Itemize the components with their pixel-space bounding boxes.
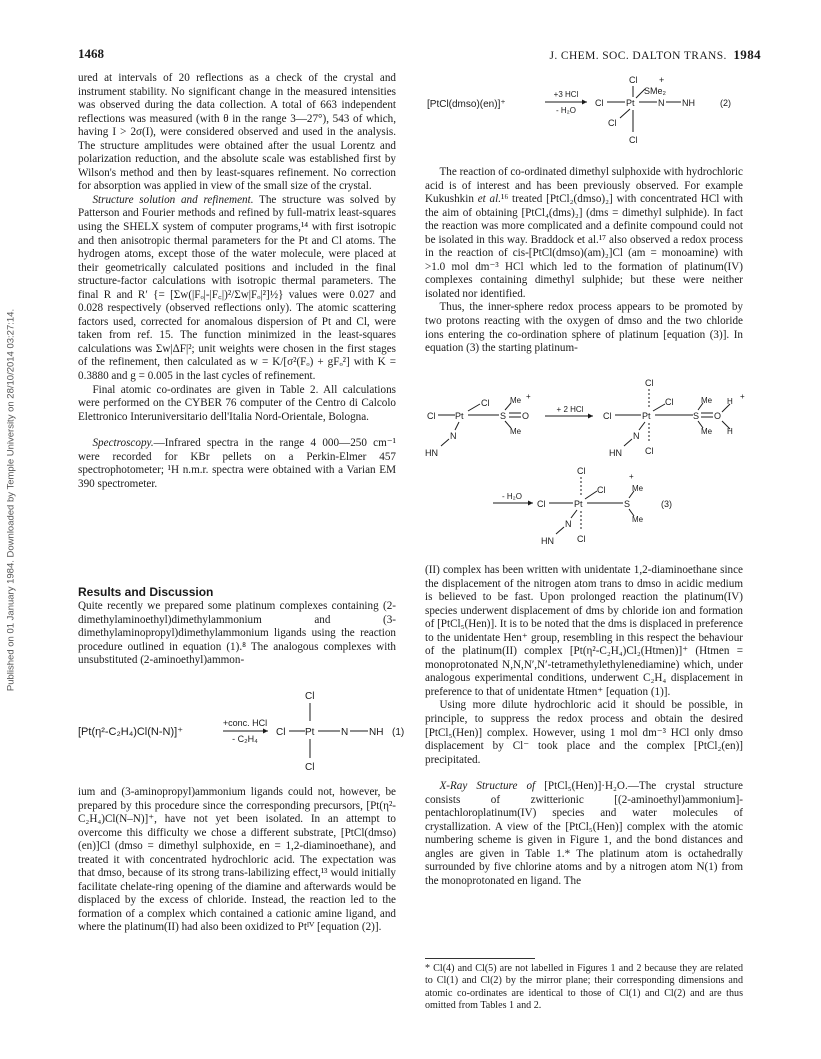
eq1-cl-top: Cl xyxy=(305,691,315,702)
eq3-prod-cl-left: Cl xyxy=(537,499,546,509)
eq3-reactant-me2: Me xyxy=(510,427,522,436)
left-column-top xyxy=(78,72,396,491)
eq3-int-me2: Me xyxy=(701,427,713,436)
eq3-reactant-o: O xyxy=(522,411,530,421)
eq2-pt: Pt xyxy=(626,98,635,108)
eq3-int-hn: HN xyxy=(609,448,622,458)
eq3-int-o: O xyxy=(714,411,722,421)
eq2-byproduct: - H₂O xyxy=(556,106,576,115)
eq3-int-h1: H xyxy=(727,397,733,406)
eq2-charge: + xyxy=(659,75,665,85)
eq3-prod-charge: + xyxy=(629,472,634,481)
eq1-nh: NH xyxy=(369,727,384,738)
paragraph-calculations: Final atomic co-ordinates are given in Table 2. All calculations were performed on the CYBER 76 computer of the Centro di Calcolo Elettronico Interuniversitario dell'Italia Nord-Orientale, Bologna. xyxy=(78,383,396,423)
eq1-byproduct: - C₂H₄ xyxy=(232,734,258,744)
eq3-int-cl-top: Cl xyxy=(645,378,654,388)
eq3-prod-cl2: Cl xyxy=(597,485,606,495)
eq1-n: N xyxy=(341,727,349,738)
subsection-title: Spectroscopy. xyxy=(92,437,154,450)
eq3-reagent2: - H₂O xyxy=(502,492,522,501)
eq1-reactant: [Pt(η²-C₂H₄)Cl(N-N)]⁺ xyxy=(78,726,183,738)
eq1-number: (1) xyxy=(392,727,405,738)
eq3-int-s: S xyxy=(693,411,700,421)
eq3-int-n: N xyxy=(633,431,640,441)
eq3-prod-me2: Me xyxy=(632,515,644,524)
eq3-reagent1: + 2 HCl xyxy=(556,405,584,414)
equation-1 xyxy=(78,688,408,778)
eq3-reactant-cl: Cl xyxy=(427,411,436,421)
eq3-prod-n: N xyxy=(565,519,572,529)
journal-name: J. CHEM. SOC. DALTON TRANS. xyxy=(549,50,727,62)
eq2-number: (2) xyxy=(720,98,731,108)
paragraph-spectroscopy: Spectroscopy.—Infrared spectra in the range 4 000—250 cm⁻¹ were recorded for KBr pellets on a Perkin-Elmer 457 spectrophotometer; ¹H n.m.r. spectra were obtained with a Varian EM 390 spectrometer. xyxy=(78,437,396,490)
section-heading-results: Results and Discussion xyxy=(78,585,214,599)
eq3-reactant-s: S xyxy=(500,411,507,421)
eq1-cl-left: Cl xyxy=(276,727,286,738)
subsection-title: Structure solution and refinement. xyxy=(92,193,254,206)
eq3-int-charge: + xyxy=(740,392,745,401)
eq3-prod-me1: Me xyxy=(632,484,644,493)
eq2-sme2: SMe₂ xyxy=(644,86,666,96)
eq1-arrowhead xyxy=(263,729,268,734)
eq3-reactant-pt: Pt xyxy=(455,411,464,421)
eq2-cl-left: Cl xyxy=(595,98,604,108)
paragraph-structure-solution: Structure solution and refinement. The structure was solved by Patterson and Fourier methods and refined by full-matrix least-squares using the SHELX system of computer programs,¹⁴ with first isotropic and then anisotropic thermal parameters for the Pt and Cl atoms. The hydrogen atoms, except those of the water molecule, were placed at their geometrically calculated positions and included in the final structure-factor calculations with isotropic thermal parameters. The final R and R′ {= [Σw(|Fₒ|-|F꜀|)²/Σw|Fₒ|²]½} values were 0.027 and 0.028 respectively (observed reflections only). The atomic scattering factors used, corrected for anomalous dispersion of Pt and Cl, were taken from ref. 15. The function minimized in the least-squares calculations was Σw|ΔF|²; unit weights were chosen in the first stages of the refinement, then calculated as w = K/[σ²(Fₒ) + gFₒ²] with K = 0.3880 and g = 0.005 in the last cycles of refinement. xyxy=(78,193,396,383)
subsection-title: X-Ray Structure of xyxy=(439,780,536,793)
eq3-reactant-n: N xyxy=(450,431,457,441)
eq2-cl-lower-left: Cl xyxy=(608,118,617,128)
eq3-int-h2: H xyxy=(727,427,733,436)
eq3-reactant-hn: HN xyxy=(425,448,438,458)
paragraph-xray-structure: X-Ray Structure of [PtCl₅(Hen)]·H₂O.—The crystal structure consists of zwitterionic [(2-aminoethyl)ammonium]-pentachloroplatinum(IV) species and water molecules of crystallization. A view of the [PtCl₅(Hen)] complex with the atomic numbering scheme is given in Figure 1, and the bond distances and angles are given in Table 1.* The platinum atom is octahedrally surrounded by five chlorine atoms and by a nitrogen atom N(1) from the monoprotonated en ligand. The xyxy=(425,780,743,888)
equation-3 xyxy=(425,372,745,552)
right-column-top xyxy=(425,166,743,356)
journal-year: 1984 xyxy=(733,47,761,62)
eq1-cl-bottom: Cl xyxy=(305,762,315,773)
eq3-prod-cl-bottom: Cl xyxy=(577,534,586,544)
paragraph-dmso-reaction: ium and (3-aminopropyl)ammonium ligands could not, however, be prepared by this procedure since the corresponding precursors, [Pt(η²-C₂H₄)Cl(N–N)]⁺, have not yet been isolated. In an attempt to overcome this difficulty we chose a different substrate, [PtCl(dmso)(en)]Cl (dmso = dimethyl sulphoxide, en = 1,2-diaminoethane), and treated it with concentrated hydrochloric acid. The expectation was that dmso, because of its strong trans-labilizing effect,¹³ would initially facilitate chelate-ring opening of the diamine and afterwards would be displaced by the excess of chloride. Instead, the reaction led to the formation of a complex which contained a cationic amine ligand, and where the platinum(II) had also been oxidized to Ptᴵⱽ [equation (2)]. xyxy=(78,786,396,934)
paragraph-redox-mechanism: Thus, the inner-sphere redox process appears to be promoted by two protons reacting with the oxygen of dmso and the two chloride ions entering the co-ordination sphere of platinum [equation (3)]. In equation (3) the starting platinum- xyxy=(425,301,743,355)
eq3-number: (3) xyxy=(661,499,672,509)
eq3-prod-cl-top: Cl xyxy=(577,466,586,476)
eq2-n: N xyxy=(658,98,665,108)
eq2-reactant: [PtCl(dmso)(en)]⁺ xyxy=(427,99,506,110)
download-notice: Published on 01 January 1984. Downloaded by Temple University on 28/10/2014 03:27:14. xyxy=(5,308,17,692)
paragraph-dmso-hcl: The reaction of co-ordinated dimethyl sulphoxide with hydrochloric acid is of interest and has been previously observed. For example Kukushkin et al.¹⁶ treated [PtCl₂(dmso)₂] with concentrated HCl with the aim of obtaining [PtCl₄(dms)₂] (dms = dimethyl sulphide). In fact the reaction was more complicated and a definite compound could not be isolated in this way. Braddock et al.¹⁷ also observed a redox process in the reaction of cis-[PtCl(dmso)(am)₂]Cl (am = monoamine) with >1.0 mol dm⁻³ HCl which led to the formation of platinum(IV) complexes containing dimethyl sulphide; but these were neither isolated nor identified. xyxy=(425,166,743,300)
eq3-int-me1: Me xyxy=(701,396,713,405)
right-column-bottom xyxy=(425,564,743,889)
eq3-int-pt: Pt xyxy=(642,411,651,421)
eq3-prod-s: S xyxy=(624,499,631,509)
footnote-rule xyxy=(425,958,535,959)
footnote: * Cl(4) and Cl(5) are not labelled in Figures 1 and 2 because they are related to Cl(1) and Cl(2) by the mirror plane; their corresponding dimensions and atomic co-ordinates are identical to those of Cl(1) and Cl(2) and are thus omitted from Tables 1 and 2. xyxy=(425,963,743,1012)
eq3-reactant-me1: Me xyxy=(510,396,522,405)
eq2-nh: NH xyxy=(682,98,695,108)
eq2-cl-bottom: Cl xyxy=(629,135,638,145)
journal-header xyxy=(549,47,761,63)
eq1-reagent: +conc. HCl xyxy=(222,718,268,728)
paragraph-unidentate-en: (II) complex has been written with unidentate 1,2-diaminoethane since the displacement of the nitrogen atom trans to dmso in acidic medium is believed to be fast. Upon prolonged reaction the platinum(IV) species underwent displacement of dms by chloride ion and formation of [PtCl₅(Hen)]. It is to be noted that the dms is displaced in preference to the unidentate Hen⁺ group, resembling in this respect the behaviour of the platinum(II) complex [Pt(η²-C₂H₄)Cl₂(Htmen)]⁺ (Htmen = monoprotonated N,N,N′,N′-tetramethylethylenediamine) which, under analogous experimental conditions, underwent C₂H₄ displacement in preference to that of unidentate Htmen⁺ [equation (1)]. xyxy=(425,564,743,698)
eq3-int-cl-left: Cl xyxy=(603,411,612,421)
eq3-int-cl-bottom: Cl xyxy=(645,446,654,456)
eq2-cl-top: Cl xyxy=(629,75,638,85)
paragraph-dilute-hcl: Using more dilute hydrochloric acid it should be possible, in principle, to suppress the redox process and obtain the desired [PtCl₅(Hen)] complex. However, using 1 mol dm⁻³ HCl only dmso displacement by Cl⁻ took place and the complex [PtCl₂(en)] precipitated. xyxy=(425,699,743,766)
eq3-reactant-charge: + xyxy=(526,392,531,401)
paragraph-data-collection: ured at intervals of 20 reflections as a check of the crystal and instrument stability. No significant change in the measured intensities was observed during the data collection. A total of 663 independent reflections was measured (with θ in the range 3—27°), 543 of which, having I > 2σ(I), were considered observed and used in the analysis. The structure amplitudes were obtained after the usual Lorentz and polarization reduction, and the absolute scale was established first by Wilson's method and then by least-squares refinement. No correction for absorption was applied in view of the small size of the crystal. xyxy=(78,72,396,193)
eq3-prod-hn: HN xyxy=(541,536,554,546)
page-number: 1468 xyxy=(78,46,104,61)
paragraph-results-intro: Quite recently we prepared some platinum complexes containing (2-dimethylaminoethyl)dimethylammonium and (3-dimethylaminopropyl)dimethylammonium ligands using the reaction procedure outlined in equation (1).⁸ The analogous complexes with unsubstituted (2-aminoethyl)ammon- xyxy=(78,600,396,667)
equation-2 xyxy=(425,70,745,160)
eq3-prod-pt: Pt xyxy=(574,499,583,509)
eq3-int-cl2: Cl xyxy=(665,397,674,407)
eq1-pt: Pt xyxy=(305,727,315,738)
eq2-reagent: +3 HCl xyxy=(553,90,579,99)
eq3-reactant-cl2: Cl xyxy=(481,398,490,408)
